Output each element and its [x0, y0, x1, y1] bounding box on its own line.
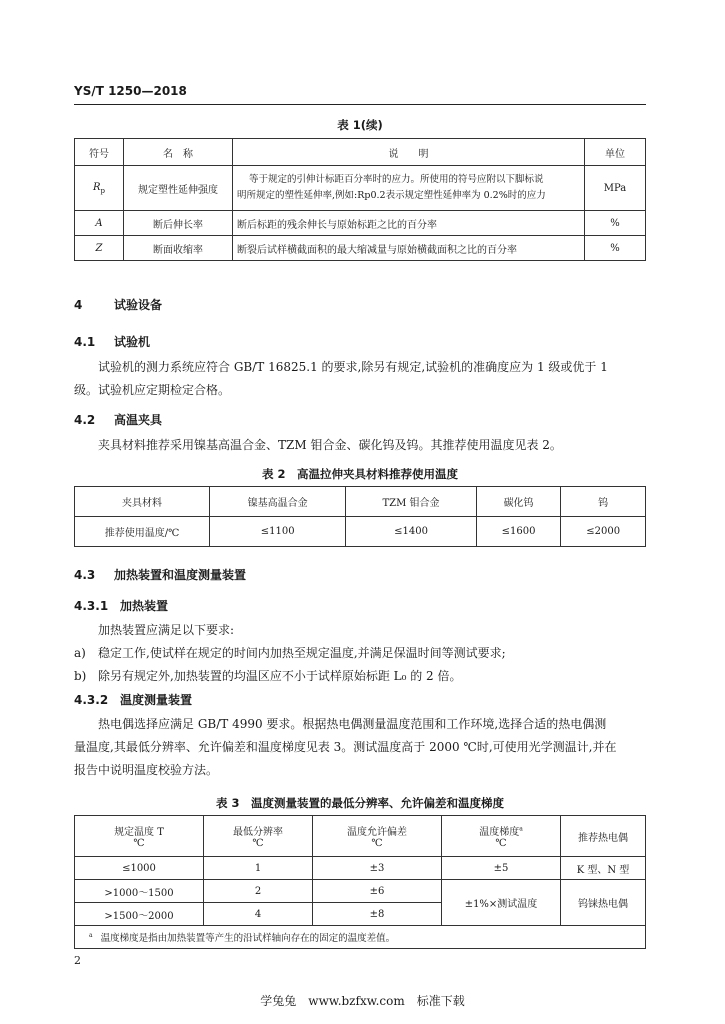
- table1-header-symbol: 符号: [75, 139, 124, 166]
- header-unit: ℃: [133, 838, 145, 849]
- table3-header-row: [75, 816, 646, 857]
- header-line: 规定温度 T: [114, 827, 164, 838]
- list-marker: a): [74, 646, 86, 660]
- paragraph-line: 加热装置应满足以下要求:: [98, 623, 235, 637]
- section-title: 加热装置: [120, 599, 169, 613]
- table2-header-cell: 镍基高温合金: [210, 487, 346, 517]
- paragraph-line: 报告中说明温度校验方法。: [74, 763, 219, 777]
- section-4-1-heading: [74, 333, 150, 350]
- table-cell-symbol: [75, 166, 124, 211]
- table-cell-symbol: A: [75, 211, 124, 236]
- table-cell-resolution: 4: [204, 903, 313, 926]
- section-4-3-heading: [74, 566, 246, 583]
- table3-header-cell: [442, 816, 561, 857]
- table-cell-temp: >1000～1500: [75, 880, 204, 903]
- table1: [74, 138, 646, 261]
- table3-footnote: [75, 926, 646, 949]
- section-4-3-1-body: [74, 619, 654, 688]
- section-title: 试验机: [114, 335, 151, 349]
- section-number: 4.3.2: [74, 693, 109, 707]
- list-item-text: 除另有规定外,加热装置的均温区应不小于试样原始标距 L₀ 的 2 倍。: [98, 669, 462, 683]
- table-row: [75, 857, 646, 880]
- list-item: [74, 665, 654, 688]
- table-cell-name: 断后伸长率: [124, 211, 233, 236]
- section-4-2-paragraph: [74, 434, 654, 457]
- footnote-mark: a: [89, 931, 93, 939]
- table-cell-resolution: 1: [204, 857, 313, 880]
- table-cell-name: 规定塑性延伸强度: [124, 166, 233, 211]
- table-cell-thermocouple: K 型、N 型: [561, 857, 646, 880]
- section-4-2-heading: [74, 411, 162, 428]
- table2-header-row: [75, 487, 646, 517]
- table1-header-name: 名 称: [124, 139, 233, 166]
- section-4-3-1-heading: [74, 597, 168, 614]
- header-line: [446, 823, 556, 838]
- header-text: 温度梯度: [479, 827, 520, 838]
- section-4-3-2-paragraph: [74, 713, 654, 782]
- table2-header-cell: 钨: [561, 487, 646, 517]
- section-title: 试验设备: [114, 298, 163, 312]
- list-item: [74, 642, 654, 665]
- table3-header-cell: [204, 816, 313, 857]
- table3-caption: 表 3 温度测量装置的最低分辨率、允许偏差和温度梯度: [215, 796, 504, 810]
- table-cell-symbol: Z: [75, 236, 124, 261]
- paragraph-line: 量温度,其最低分辨率、允许偏差和温度梯度见表 3。测试温度高于 2000 ℃时,可使用光学测温计,并在: [74, 740, 617, 754]
- table-row: [75, 236, 646, 261]
- list-marker: b): [74, 669, 87, 683]
- table2-header-cell: TZM 钼合金: [346, 487, 476, 517]
- header-unit: ℃: [495, 838, 507, 849]
- table-cell-thermocouple-merged: 钨铼热电偶: [561, 880, 646, 926]
- symbol-text: R: [92, 181, 101, 193]
- table2: [74, 486, 646, 547]
- table-cell-unit: %: [585, 236, 646, 261]
- description-line: 明所规定的塑性延伸率,例如:Rp0.2表示规定塑性延伸率为 0.2%时的应力: [237, 190, 546, 201]
- table-row: [75, 166, 646, 211]
- section-4-3-2-heading: [74, 691, 192, 708]
- table-cell: ≤1400: [346, 517, 476, 547]
- table-cell: 推荐使用温度/℃: [75, 517, 210, 547]
- table3-header-cell: [75, 816, 204, 857]
- list-item-text: 稳定工作,使试样在规定的时间内加热至规定温度,并满足保温时间等测试要求;: [98, 646, 506, 660]
- table1-header-description: 说 明: [233, 139, 585, 166]
- footer-watermark: 学兔兔 www.bzfxw.com 标准下载: [260, 994, 465, 1008]
- table-cell-deviation: ±8: [313, 903, 442, 926]
- table-row: [75, 880, 646, 903]
- table1-header-row: [75, 139, 646, 166]
- table-cell-gradient: ±5: [442, 857, 561, 880]
- table-cell-deviation: ±6: [313, 880, 442, 903]
- table-cell-unit: MPa: [585, 166, 646, 211]
- table-cell-description: 断后标距的残余伸长与原始标距之比的百分率: [233, 211, 585, 236]
- table-cell-temp: ≤1000: [75, 857, 204, 880]
- header-rule: [74, 104, 646, 105]
- footnote-text: 温度梯度是指由加热装置等产生的沿试样轴向存在的固定的温度差值。: [100, 933, 396, 944]
- table-row: [75, 517, 646, 547]
- table-cell-gradient-merged: ±1%×测试温度: [442, 880, 561, 926]
- table1-caption: 表 1(续): [337, 118, 383, 132]
- header-line: 温度允许偏差: [347, 827, 407, 838]
- table-cell-description: 断裂后试样横截面积的最大缩减量与原始横截面积之比的百分率: [233, 236, 585, 261]
- table3: [74, 815, 646, 949]
- symbol-subscript: p: [100, 186, 105, 195]
- description-line: 等于规定的引伸计标距百分率时的应力。所使用的符号应附以下脚标说: [249, 174, 544, 185]
- header-unit: ℃: [252, 838, 264, 849]
- table2-caption: 表 2 高温拉伸夹具材料推荐使用温度: [261, 467, 458, 481]
- section-number: 4.3.1: [74, 599, 109, 613]
- table-cell: ≤1600: [476, 517, 561, 547]
- table2-header-cell: 碳化钨: [476, 487, 561, 517]
- table-cell-description: [233, 166, 585, 211]
- paragraph-line: 夹具材料推荐采用镍基高温合金、TZM 钼合金、碳化钨及钨。其推荐使用温度见表 2。: [98, 438, 562, 452]
- section-number: 4.3: [74, 568, 96, 582]
- section-title: 温度测量装置: [120, 693, 193, 707]
- section-4-1-paragraph: [74, 356, 654, 402]
- table2-header-cell: 夹具材料: [75, 487, 210, 517]
- table-cell-resolution: 2: [204, 880, 313, 903]
- section-4-heading: [74, 296, 162, 313]
- section-title: 高温夹具: [114, 413, 163, 427]
- header-line: 最低分辨率: [233, 827, 283, 838]
- table3-header-cell: 推荐热电偶: [561, 816, 646, 857]
- paragraph-line: 试验机的测力系统应符合 GB/T 16825.1 的要求,除另有规定,试验机的准确度应为 1 级或优于 1: [98, 360, 608, 374]
- section-number: 4: [74, 298, 83, 312]
- header-unit: ℃: [371, 838, 383, 849]
- page-number: 2: [74, 954, 81, 967]
- paragraph-line: 热电偶选择应满足 GB/T 4990 要求。根据热电偶测量温度范围和工作环境,选择合适的热电偶测: [98, 717, 607, 731]
- table-cell-name: 断面收缩率: [124, 236, 233, 261]
- table-cell: ≤1100: [210, 517, 346, 547]
- section-number: 4.2: [74, 413, 96, 427]
- footnote-ref: a: [519, 825, 523, 833]
- table-cell-unit: %: [585, 211, 646, 236]
- table3-footnote-row: [75, 926, 646, 949]
- paragraph-line: 级。试验机应定期检定合格。: [74, 383, 231, 397]
- table-cell-deviation: ±3: [313, 857, 442, 880]
- document-code: YS/T 1250—2018: [74, 84, 187, 98]
- section-number: 4.1: [74, 335, 96, 349]
- section-title: 加热装置和温度测量装置: [114, 568, 247, 582]
- table1-header-unit: 单位: [585, 139, 646, 166]
- table-cell: ≤2000: [561, 517, 646, 547]
- table-cell-temp: >1500～2000: [75, 903, 204, 926]
- table-row: [75, 211, 646, 236]
- table3-header-cell: [313, 816, 442, 857]
